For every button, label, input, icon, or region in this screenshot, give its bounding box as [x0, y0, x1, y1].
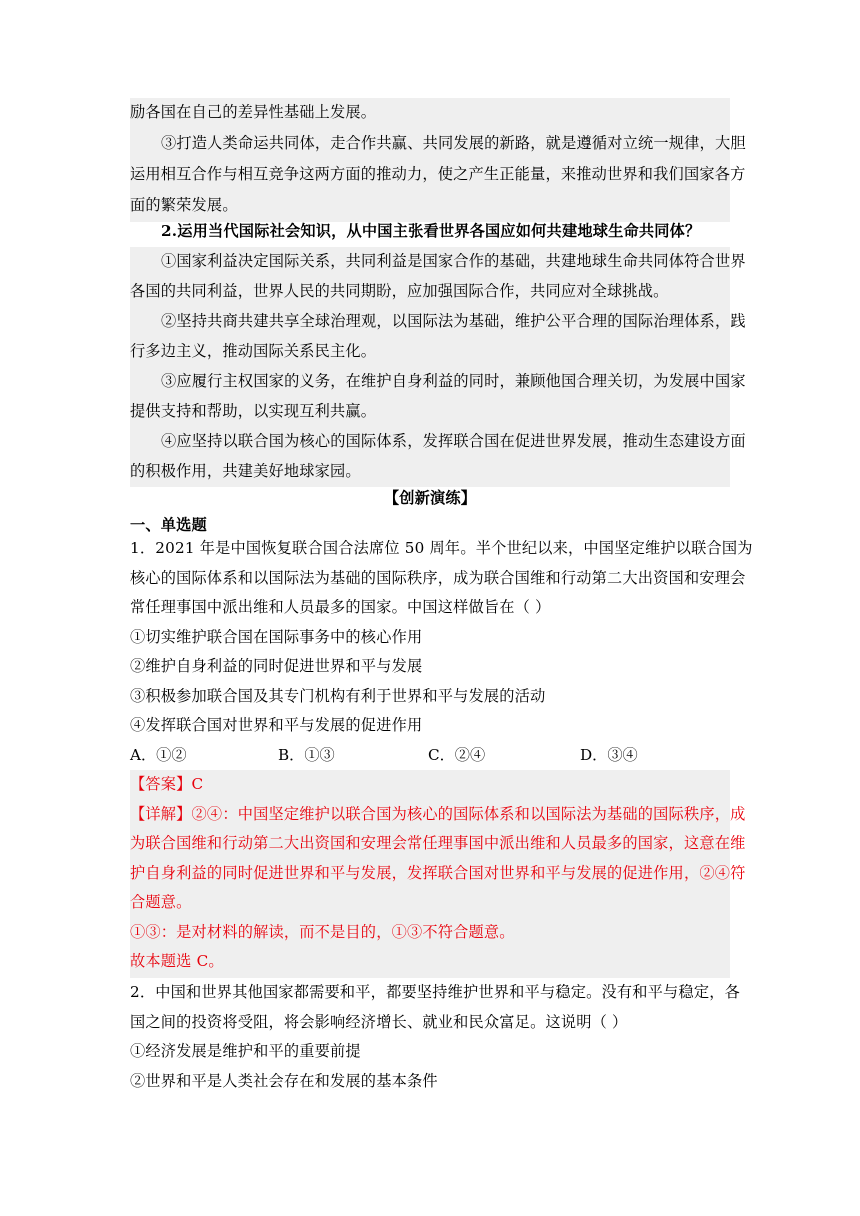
question-2 [130, 978, 740, 1098]
detail-text: 护自身利益的同时促进世界和平与发展，发挥联合国对世界和平与发展的促进作用，②④符 [130, 863, 746, 882]
text-line: ③打造人类命运共同体，走合作共赢、共同发展的新路，就是遵循对立统一规律，大胆 [161, 134, 746, 152]
text-line: 各国的共同利益，世界人民的共同期盼，应加强国际合作，共同应对全球挑战。 [130, 282, 669, 300]
text-line: ①国家利益决定国际关系，共同利益是国家合作的基础，共建地球生命共同体符合世界 [161, 252, 746, 270]
option-b[interactable]: B．①③ [278, 745, 335, 764]
statement-item: ①切实维护联合国在国际事务中的核心作用 [130, 627, 423, 646]
question-text: 常任理事国中派出维和人员最多的国家。中国这样做旨在（ ） [130, 598, 551, 616]
text-line: 行多边主义，推动国际关系民主化。 [130, 342, 377, 360]
previous-answer-block [130, 98, 746, 222]
option-d[interactable]: D．③④ [580, 745, 638, 764]
question-1 [130, 534, 753, 770]
text-line: ②坚持共商共建共享全球治理观，以国际法为基础，维护公平合理的国际治理体系，践 [161, 312, 746, 330]
detail-text: 故本题选 C。 [130, 952, 224, 970]
statement-item: ③积极参加联合国及其专门机构有利于世界和平与发展的活动 [130, 686, 546, 705]
question-text: 核心的国际体系和以国际法为基础的国际秩序，成为联合国维和行动第二大出资国和安理会 [130, 568, 746, 587]
question-title-block [130, 217, 730, 247]
detail-text: 【详解】②④：中国坚定维护以联合国为核心的国际体系和以国际法为基础的国际秩序，成 [130, 804, 746, 823]
subsection-heading: 一、单选题 [130, 516, 207, 534]
text-line: 提供支持和帮助，以实现互利共赢。 [130, 402, 377, 420]
option-c[interactable]: C．②④ [428, 745, 486, 764]
detail-text: 为联合国维和行动第二大出资国和安理会常任理事国中派出维和人员最多的国家，这意在维 [130, 834, 746, 852]
text-line: 面的繁荣发展。 [130, 196, 238, 214]
text-line: 运用相互合作与相互竞争这两方面的推动力，使之产生正能量，来推动世界和我们国家各方 [130, 165, 746, 183]
text-line: 励各国在自己的差异性基础上发展。 [130, 103, 377, 121]
statement-item: ④发挥联合国对世界和平与发展的促进作用 [130, 716, 423, 734]
question-text: 1．2021 年是中国恢复联合国合法席位 50 周年。半个世纪以来，中国坚定维护以联合国为 [130, 539, 753, 557]
question-title: 2.运用当代国际社会知识，从中国主张看世界各国应如何共建地球生命共同体？ [161, 222, 701, 240]
statement-item: ①经济发展是维护和平的重要前提 [130, 1042, 361, 1060]
answer-label: 【答案】C [130, 775, 204, 793]
text-line: 的积极作用，共建美好地球家园。 [130, 462, 361, 480]
question-text: 国之间的投资将受阻，将会影响经济增长、就业和民众富足。这说明（ ） [130, 1012, 628, 1031]
detail-text: ①③：是对材料的解读，而不是目的，①③不符合题意。 [130, 922, 515, 941]
text-line: ③应履行主权国家的义务，在维护自身利益的同时，兼顾他国合理关切，为发展中国家 [161, 372, 746, 390]
option-a[interactable]: A．①② [130, 745, 187, 764]
section-heading: 【创新演练】 [383, 489, 477, 507]
answer-detail-block [130, 770, 746, 978]
section-heading-block [130, 484, 730, 514]
question-text: 2．中国和世界其他国家都需要和平，都要坚持维护世界和平与稳定。没有和平与稳定，各 [130, 983, 740, 1001]
statement-item: ②维护自身利益的同时促进世界和平与发展 [130, 657, 423, 675]
detail-text: 合题意。 [130, 893, 192, 911]
answer-block [130, 247, 746, 487]
statement-item: ②世界和平是人类社会存在和发展的基本条件 [130, 1071, 438, 1090]
text-line: ④应坚持以联合国为核心的国际体系，发挥联合国在促进世界发展，推动生态建设方面 [161, 432, 746, 450]
